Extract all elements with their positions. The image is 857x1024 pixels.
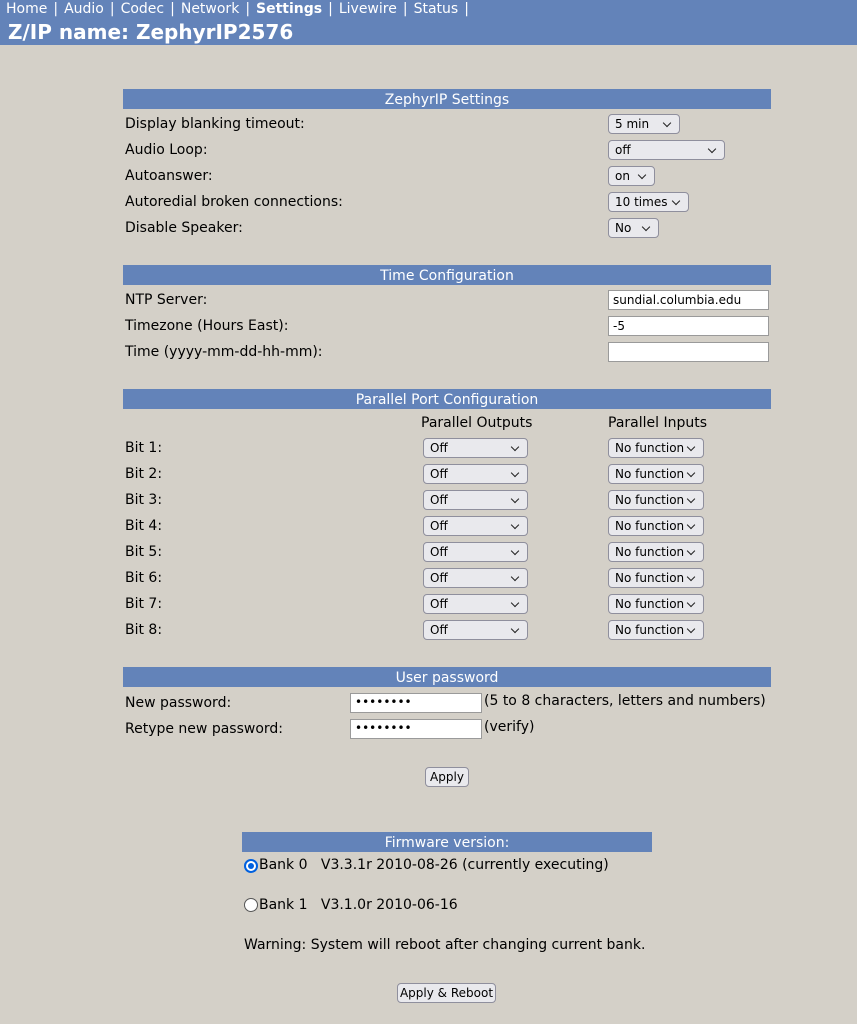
time-input[interactable] — [608, 342, 769, 362]
bit-2-output-value: Off — [430, 467, 448, 481]
nav-separator: | — [328, 1, 333, 17]
chevron-down-icon — [511, 599, 519, 607]
audio-loop-label: Audio Loop: — [125, 142, 208, 158]
new-password-input[interactable]: •••••••• — [350, 693, 482, 713]
chevron-down-icon — [511, 625, 519, 633]
bit-5-output-value: Off — [430, 545, 448, 559]
bit-8-label: Bit 8: — [125, 622, 163, 638]
audio-loop-select[interactable] — [608, 140, 725, 160]
autoredial-label: Autoredial broken connections: — [125, 194, 343, 210]
bit-7-output-value: Off — [430, 597, 448, 611]
time-label: Time (yyyy-mm-dd-hh-mm): — [125, 344, 323, 360]
bit-3-input-select[interactable] — [608, 490, 704, 510]
chevron-down-icon — [687, 625, 695, 633]
disable-speaker-select[interactable] — [608, 218, 659, 238]
bank-0-radio[interactable] — [244, 859, 258, 873]
radio-dot — [248, 863, 254, 869]
bit-1-input-select[interactable] — [608, 438, 704, 458]
new-password-hint: (5 to 8 characters, letters and numbers) — [484, 693, 766, 709]
bit-4-input-select[interactable] — [608, 516, 704, 536]
parallel-port-header: Parallel Port Configuration — [123, 389, 771, 409]
nav-settings-link[interactable]: Settings — [256, 1, 323, 17]
nav-separator: | — [402, 1, 408, 17]
bit-6-input-value: No function — [615, 571, 685, 585]
apply-button[interactable]: Apply — [425, 767, 469, 787]
nav-audio-link[interactable]: Audio — [64, 1, 104, 17]
bit-4-input-value: No function — [615, 519, 685, 533]
bit-5-input-value: No function — [615, 545, 685, 559]
apply-reboot-button[interactable]: Apply & Reboot — [397, 983, 496, 1003]
chevron-down-icon — [687, 573, 695, 581]
chevron-down-icon — [511, 495, 519, 503]
bit-2-output-select[interactable] — [423, 464, 528, 484]
timezone-input[interactable]: -5 — [608, 316, 769, 336]
autoanswer-value: on — [615, 169, 630, 183]
display-blanking-select[interactable] — [608, 114, 680, 134]
nav-separator: | — [170, 1, 175, 17]
parallel-outputs-header: Parallel Outputs — [421, 415, 533, 431]
chevron-down-icon — [663, 119, 671, 127]
bit-2-input-value: No function — [615, 467, 685, 481]
nav-separator: | — [53, 1, 59, 17]
chevron-down-icon — [687, 547, 695, 555]
bit-7-output-select[interactable] — [423, 594, 528, 614]
chevron-down-icon — [672, 197, 680, 205]
bit-2-label: Bit 2: — [125, 466, 163, 482]
bit-6-output-value: Off — [430, 571, 448, 585]
bit-4-label: Bit 4: — [125, 518, 163, 534]
ntp-server-input[interactable]: sundial.columbia.edu — [608, 290, 769, 310]
bit-2-input-select[interactable] — [608, 464, 704, 484]
chevron-down-icon — [511, 469, 519, 477]
bit-7-label: Bit 7: — [125, 596, 163, 612]
firmware-header: Firmware version: — [242, 832, 652, 852]
bit-8-output-select[interactable] — [423, 620, 528, 640]
top-nav — [6, 1, 475, 17]
bit-8-input-select[interactable] — [608, 620, 704, 640]
bit-7-input-value: No function — [615, 597, 685, 611]
bit-5-output-select[interactable] — [423, 542, 528, 562]
bank-1-label: Bank 1 V3.1.0r 2010-06-16 — [259, 897, 458, 913]
bit-3-output-value: Off — [430, 493, 448, 507]
retype-password-label: Retype new password: — [125, 721, 284, 737]
display-blanking-value: 5 min — [615, 117, 650, 131]
user-password-header: User password — [123, 667, 771, 687]
nav-separator: | — [109, 1, 115, 17]
nav-codec-link[interactable]: Codec — [120, 1, 165, 17]
autoredial-select[interactable] — [608, 192, 689, 212]
chevron-down-icon — [642, 223, 650, 231]
reboot-warning: Warning: System will reboot after changing current bank. — [244, 937, 646, 953]
device-title: Z/IP name: ZephyrIP2576 — [8, 20, 294, 44]
autoanswer-label: Autoanswer: — [125, 168, 213, 184]
nav-network-link[interactable]: Network — [180, 1, 240, 17]
chevron-down-icon — [687, 469, 695, 477]
nav-separator: | — [245, 1, 251, 17]
chevron-down-icon — [687, 443, 695, 451]
nav-livewire-link[interactable]: Livewire — [338, 1, 397, 17]
bank-0-label: Bank 0 V3.3.1r 2010-08-26 (currently executing) — [259, 857, 609, 873]
parallel-inputs-header: Parallel Inputs — [608, 415, 708, 431]
bit-6-input-select[interactable] — [608, 568, 704, 588]
chevron-down-icon — [687, 599, 695, 607]
chevron-down-icon — [511, 547, 519, 555]
retype-password-input[interactable]: •••••••• — [350, 719, 482, 739]
chevron-down-icon — [511, 443, 519, 451]
bit-5-label: Bit 5: — [125, 544, 163, 560]
bit-7-input-select[interactable] — [608, 594, 704, 614]
nav-home-link[interactable]: Home — [6, 1, 48, 17]
retype-password-hint: (verify) — [484, 719, 535, 735]
chevron-down-icon — [511, 573, 519, 581]
timezone-label: Timezone (Hours East): — [125, 318, 289, 334]
chevron-down-icon — [638, 171, 646, 179]
bit-3-label: Bit 3: — [125, 492, 163, 508]
disable-speaker-label: Disable Speaker: — [125, 220, 243, 236]
bit-6-output-select[interactable] — [423, 568, 528, 588]
new-password-label: New password: — [125, 695, 232, 711]
bank-1-radio[interactable] — [244, 898, 258, 912]
bit-4-output-value: Off — [430, 519, 448, 533]
autoredial-value: 10 times — [615, 195, 668, 209]
bit-8-input-value: No function — [615, 623, 685, 637]
display-blanking-label: Display blanking timeout: — [125, 116, 305, 132]
audio-loop-value: off — [615, 143, 631, 157]
chevron-down-icon — [687, 521, 695, 529]
bit-3-output-select[interactable] — [423, 490, 528, 510]
bit-1-label: Bit 1: — [125, 440, 163, 456]
autoanswer-select[interactable] — [608, 166, 655, 186]
bit-1-output-value: Off — [430, 441, 448, 455]
zephyr-settings-header: ZephyrIP Settings — [123, 89, 771, 109]
ntp-server-label: NTP Server: — [125, 292, 208, 308]
bit-6-label: Bit 6: — [125, 570, 163, 586]
chevron-down-icon — [687, 495, 695, 503]
disable-speaker-value: No — [615, 221, 632, 235]
bit-3-input-value: No function — [615, 493, 685, 507]
nav-separator: | — [464, 1, 469, 17]
bit-4-output-select[interactable] — [423, 516, 528, 536]
bit-8-output-value: Off — [430, 623, 448, 637]
chevron-down-icon — [708, 145, 716, 153]
nav-status-link[interactable]: Status — [413, 1, 459, 17]
bit-1-output-select[interactable] — [423, 438, 528, 458]
chevron-down-icon — [511, 521, 519, 529]
time-config-header: Time Configuration — [123, 265, 771, 285]
top-bar — [0, 0, 857, 45]
bit-5-input-select[interactable] — [608, 542, 704, 562]
bit-1-input-value: No function — [615, 441, 685, 455]
